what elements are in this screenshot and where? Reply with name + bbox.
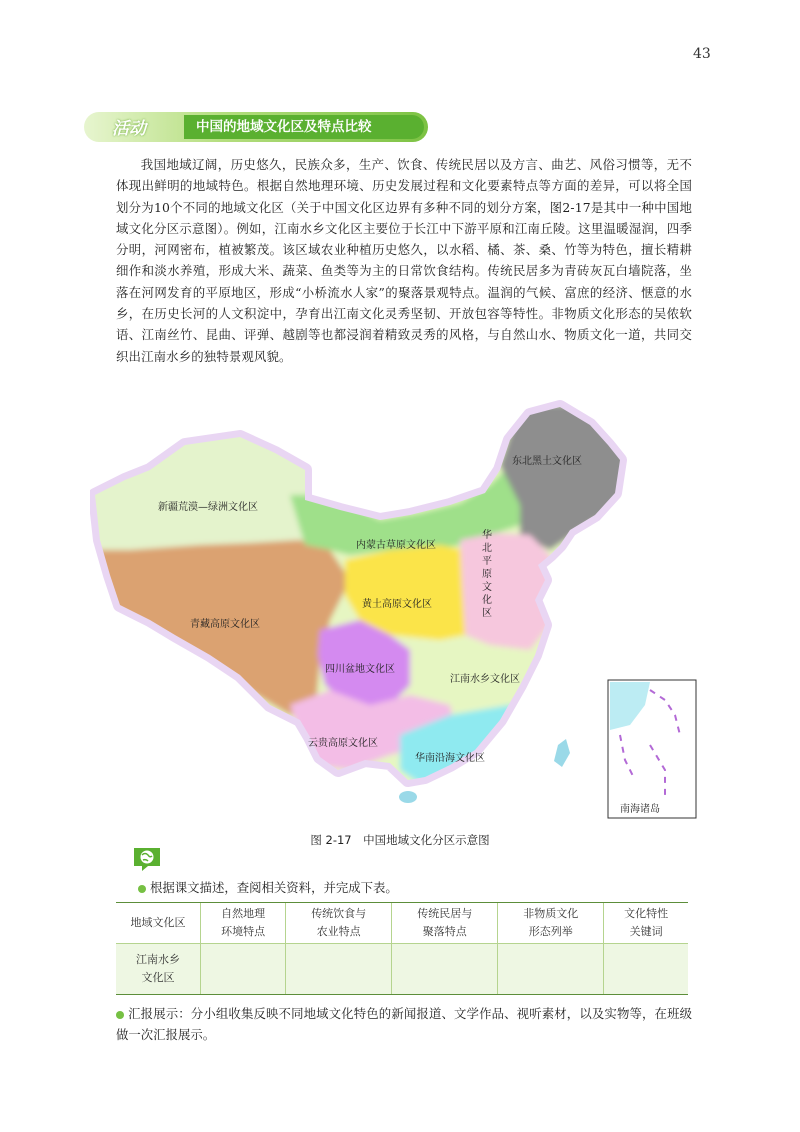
globe-chat-icon [132,846,162,872]
row-label-jiangnan: 江南水乡 文化区 [116,944,201,995]
activity-banner [84,112,428,142]
activity-tag: 活动 [112,119,146,139]
south-china-sea-inset [608,680,696,818]
inset-label: 南海诸岛 [620,804,660,815]
label-xinjiang: 新疆荒漠—绿洲文化区 [158,502,258,513]
activity-title: 中国的地域文化区及特点比较 [184,115,424,139]
label-dongbei: 东北黑土文化区 [512,456,582,467]
region-xinjiang [90,425,330,555]
header-region: 地域文化区 [116,903,201,944]
body-text [116,154,692,367]
label-qingzang: 青藏高原文化区 [190,619,260,630]
label-huangtu: 黄土高原文化区 [362,599,432,610]
header-dwelling-settlement: 传统民居与 聚落特点 [392,903,498,944]
cell-keywords[interactable] [604,944,688,995]
comparison-table [116,902,688,995]
cell-food-agriculture[interactable] [286,944,392,995]
bullet-dot [116,1011,124,1019]
bullet-dot [138,885,146,893]
china-culture-map [90,385,700,825]
header-food-agriculture: 传统饮食与 农业特点 [286,903,392,944]
header-environment: 自然地理 环境特点 [201,903,286,944]
label-sichuan: 四川盆地文化区 [325,664,395,675]
table-header-row [116,903,688,944]
label-jiangnan: 江南水乡文化区 [450,674,520,685]
header-intangible-culture: 非物质文化 形态列举 [498,903,604,944]
cell-environment[interactable] [201,944,286,995]
cell-intangible-culture[interactable] [498,944,604,995]
task-instruction-line [138,878,398,896]
map-figure [90,385,700,825]
report-instruction [116,1003,692,1046]
figure-caption: 图 2-17 中国地域文化分区示意图 [310,833,490,847]
label-huanan: 华南沿海文化区 [415,753,485,764]
header-keywords: 文化特性 关键词 [604,903,688,944]
page-number: 43 [693,46,711,62]
label-yungui: 云贵高原文化区 [308,738,378,749]
report-text: 汇报展示：分小组收集反映不同地域文化特色的新闻报道、文学作品、视听素材，以及实物等，在班级做一次汇报展示。 [116,1006,692,1043]
cell-dwelling-settlement[interactable] [392,944,498,995]
taiwan-island [554,739,570,767]
task-instruction: 根据课文描述，查阅相关资料，并完成下表。 [150,880,398,895]
label-huabei-vertical: 华北平原文化区 [482,530,492,619]
hainan-island [399,791,417,803]
table-row [116,944,688,995]
body-paragraph: 我国地域辽阔，历史悠久，民族众多，生产、饮食、传统民居以及方言、曲艺、风俗习惯等，无不体现出鲜明的地域特色。根据自然地理环境、历史发展过程和文化要素特点等方面的差异，可以将全国划分为10个不同的地域文化区（关于中国文化区边界有多种不同的划分方案，图2-17是其中一种中国地域文化分区示意图）。例如，江南水乡文化区主要位于长江中下游平原和江南丘陵。这里温暖湿润，四季分明，河网密布，植被繁茂。该区域农业种植历史悠久，以水稻、橘、茶、桑、竹等为特色，擅长精耕细作和淡水养殖，形成大米、蔬菜、鱼类等为主的日常饮食结构。传统民居多为青砖灰瓦白墙院落，坐落在河网发育的平原地区，形成“小桥流水人家”的聚落景观特点。温润的气候、富庶的经济、惬意的水乡，在历史长河的人文积淀中，孕育出江南文化灵秀坚韧、开放包容等特性。非物质文化形态的吴侬软语、江南丝竹、昆曲、评弹、越剧等也都浸润着精致灵秀的风格，与自然山水、物质文化一道，共同交织出江南水乡的独特景观风貌。 [116,157,692,364]
label-neimenggu: 内蒙古草原文化区 [356,540,436,551]
